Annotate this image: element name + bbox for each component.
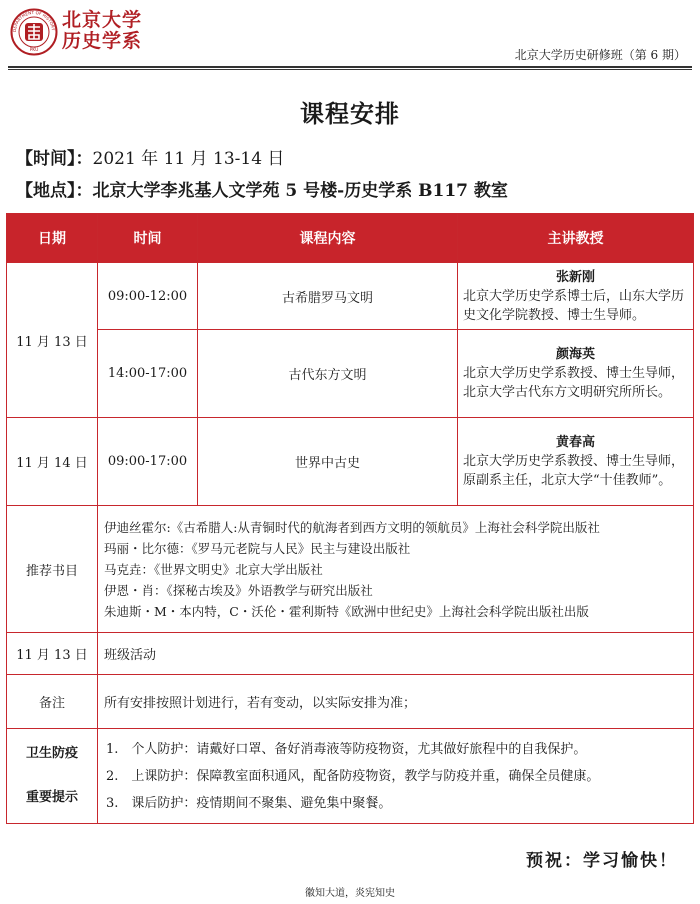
health-label-line-1: 卫生防疫 — [25, 746, 78, 761]
logo-line-2: 历史学系 — [62, 30, 143, 52]
professor-bio: 北京大学历史学系博士后，山东大学历史文化学院教授、博士生导师。 — [463, 288, 685, 323]
schedule-table — [6, 213, 694, 824]
table-row — [7, 418, 694, 506]
list-item: 朱迪斯・M・本内特，C・沃伦・霍利斯特《欧洲中世纪史》上海社会科学院出版社出版 — [104, 603, 589, 619]
activity-row — [7, 633, 694, 675]
department-seal-logo — [10, 8, 58, 56]
course-cell: 古希腊罗马文明 — [198, 263, 458, 330]
list-item: 玛丽・比尔德：《罗马元老院与人民》民主与建设出版社 — [104, 540, 411, 556]
professor-cell — [458, 418, 694, 506]
note-row — [7, 675, 694, 729]
table-row — [7, 330, 694, 418]
place-label: 【地点】： — [16, 181, 93, 201]
professor-cell — [458, 330, 694, 418]
svg-text:PKU: PKU — [29, 48, 39, 53]
logo-line-1: 北京大学 — [62, 9, 143, 31]
health-row — [7, 729, 694, 824]
time-cell: 14:00-17:00 — [98, 330, 198, 418]
activity-text: 班级活动 — [98, 633, 694, 675]
time-info — [16, 144, 284, 169]
professor-bio: 北京大学历史学系教授、博士生导师，原副系主任，北京大学“十佳教师”。 — [463, 454, 685, 488]
professor-cell — [458, 263, 694, 330]
closing-wish: 预祝：学习愉快！ — [526, 851, 678, 871]
footer-motto: 徽知大道，炎宪知史 — [305, 888, 395, 899]
header-divider — [8, 66, 692, 68]
books-list — [98, 506, 694, 633]
time-value: 2021 年 11 月 13-14 日 — [92, 149, 285, 169]
health-tips — [98, 729, 694, 824]
course-cell: 世界中古史 — [198, 418, 458, 506]
course-cell: 古代东方文明 — [198, 330, 458, 418]
time-cell: 09:00-12:00 — [98, 263, 198, 330]
list-item: 2. 上课防护：保障教室面积通风，配备防疫物资，教学与防疫并重，确保全员健康。 — [106, 768, 600, 784]
place-value: 北京大学李兆基人文学苑 5 号楼-历史学系 B117 教室 — [92, 181, 508, 201]
place-info — [16, 176, 508, 201]
logo-wordmark — [62, 10, 142, 52]
professor-bio: 北京大学历史学系教授、博士生导师，北京大学古代东方文明研究所所长。 — [463, 366, 685, 400]
professor-name: 张新刚 — [555, 269, 595, 285]
list-item: 伊迪丝霍尔:《古希腊人:从青铜时代的航海者到西方文明的领航员》上海社会科学院出版社 — [104, 519, 600, 535]
professor-name: 颜海英 — [555, 347, 595, 362]
health-label — [7, 729, 98, 824]
header-date: 日期 — [7, 214, 98, 263]
header-professor: 主讲教授 — [458, 214, 694, 263]
books-row — [7, 506, 694, 633]
header-divider-thin — [8, 69, 692, 70]
professor-name: 黄春高 — [555, 435, 595, 450]
program-name: 北京大学历史研修班（第 6 期） — [514, 48, 686, 62]
list-item: 3. 课后防护：疫情期间不聚集、避免集中聚餐。 — [106, 795, 392, 811]
list-item: 1. 个人防护：请戴好口罩、备好消毒液等防疫物资，尤其做好旅程中的自我保护。 — [106, 741, 587, 757]
header-course: 课程内容 — [198, 214, 458, 263]
table-row — [7, 263, 694, 330]
activity-date: 11 月 13 日 — [7, 633, 98, 675]
note-text: 所有安排按照计划进行，若有变动，以实际安排为准； — [98, 675, 694, 729]
list-item: 伊恩・肖：《探秘古埃及》外语教学与研究出版社 — [104, 582, 373, 598]
list-item: 马克垚：《世界文明史》北京大学出版社 — [104, 561, 323, 577]
date-cell: 11 月 14 日 — [7, 418, 98, 506]
table-header-row — [7, 214, 694, 263]
svg-text:DEPARTMENT OF HISTORY: DEPARTMENT OF HISTORY — [11, 9, 56, 33]
books-label: 推荐书目 — [7, 506, 98, 633]
time-cell: 09:00-17:00 — [98, 418, 198, 506]
time-label: 【时间】： — [16, 149, 93, 169]
health-label-line-2: 重要提示 — [25, 790, 78, 805]
note-label: 备注 — [7, 675, 98, 729]
date-cell: 11 月 13 日 — [7, 263, 98, 418]
page-title: 课程安排 — [300, 99, 400, 128]
header-time: 时间 — [98, 214, 198, 263]
